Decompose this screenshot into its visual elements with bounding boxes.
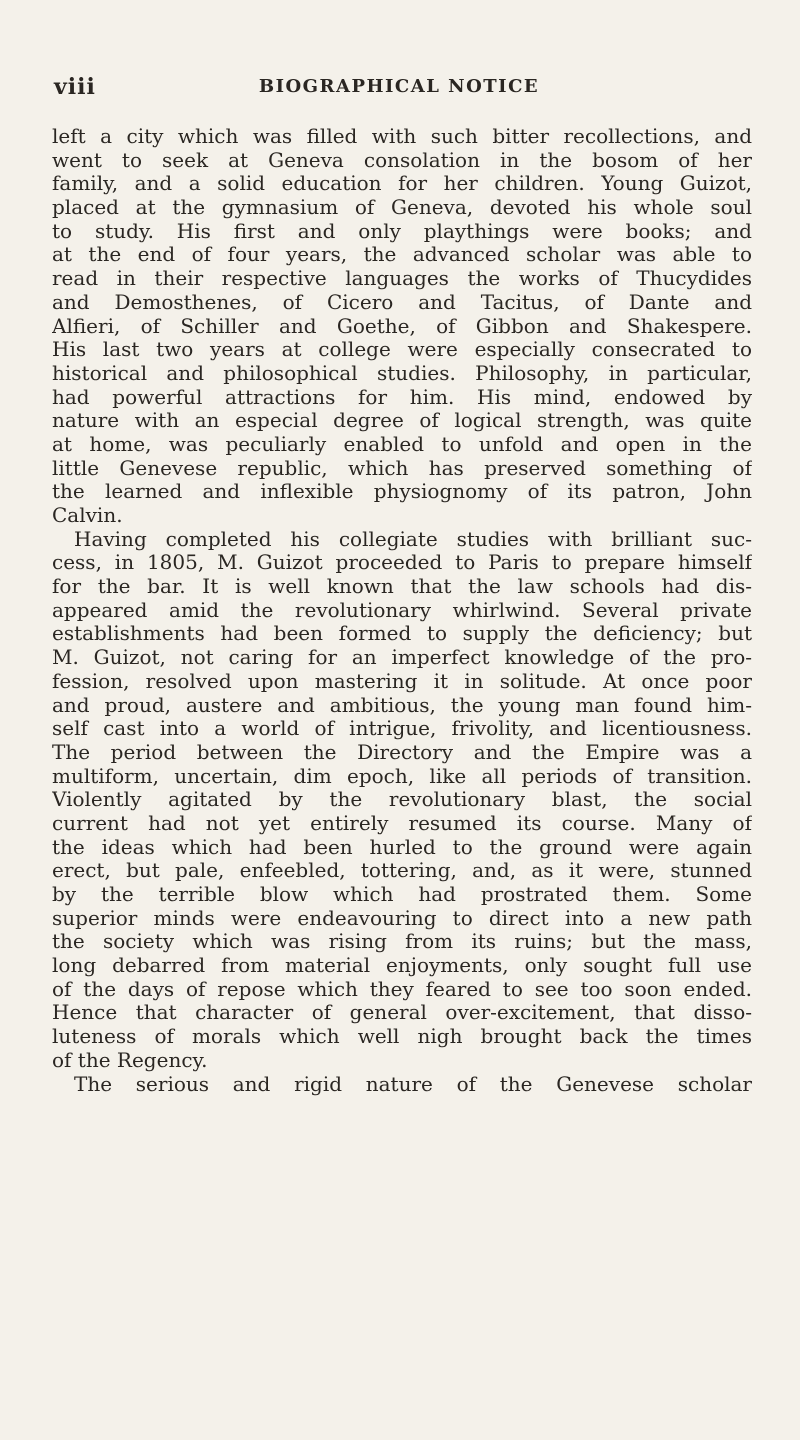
text-line: Violently agitated by the revolutionary blast, the social <box>52 788 752 812</box>
text-line: multiform, uncertain, dim epoch, like all periods of transition. <box>52 764 752 788</box>
text-line: of the Regency. <box>52 1048 208 1072</box>
text-line: had powerful attractions for him. His mind, endowed by <box>52 385 752 409</box>
text-line: Calvin. <box>52 504 123 527</box>
page-header <box>54 74 744 104</box>
text-line: to study. His first and only playthings were books; and <box>52 219 752 243</box>
text-line: nature with an especial degree of logical strength, was quite <box>52 409 752 433</box>
text-line: long debarred from material enjoyments, only sought full use <box>52 954 752 978</box>
text-line: M. Guizot, not caring for an imperfect knowledge of the pro- <box>52 646 752 670</box>
text-line: the society which was rising from its ruins; but the mass, <box>52 930 752 954</box>
text-line: and Demosthenes, of Cicero and Tacitus, of Dante and <box>52 290 752 314</box>
text-line: current had not yet entirely resumed its course. Many of <box>52 811 752 835</box>
text-line: little Genevese republic, which has preserved something of <box>52 456 752 480</box>
text-line: Having completed his collegiate studies with brilliant suc- <box>74 527 752 551</box>
text-line: cess, in 1805, M. Guizot proceeded to Paris to prepare himself <box>52 551 752 575</box>
text-line: luteness of morals which well nigh brought back the times <box>52 1025 752 1049</box>
text-line: and proud, austere and ambitious, the young man found him- <box>52 693 752 717</box>
text-line: His last two years at college were especially consecrated to <box>52 338 752 362</box>
text-line: the learned and inflexible physiognomy of its patron, John <box>52 480 752 504</box>
text-line: fession, resolved upon mastering it in solitude. At once poor <box>52 669 752 693</box>
text-line: left a city which was filled with such bitter recollections, and <box>52 125 752 148</box>
text-line: Alfieri, of Schiller and Goethe, of Gibbon and Shakespere. <box>52 314 752 338</box>
text-line: for the bar. It is well known that the law schools had dis- <box>52 575 752 599</box>
text-line: appeared amid the revolutionary whirlwind. Several private <box>52 598 752 622</box>
text-line: went to seek at Geneva consolation in the bosom of her <box>52 148 752 172</box>
text-line: superior minds were endeavouring to direct into a new path <box>52 906 752 930</box>
text-line: historical and philosophical studies. Philosophy, in particular, <box>52 361 752 385</box>
text-line: placed at the gymnasium of Geneva, devoted his whole soul <box>52 196 752 220</box>
text-line: establishments had been formed to supply the deficiency; but <box>52 622 752 646</box>
text-line: family, and a solid education for her children. Young Guizot, <box>52 172 752 196</box>
text-line: erect, but pale, enfeebled, tottering, and, as it were, stunned <box>52 859 752 883</box>
text-line: The serious and rigid nature of the Genevese scholar <box>74 1072 752 1096</box>
text-line: the ideas which had been hurled to the ground were again <box>52 835 752 859</box>
text-line: Hence that character of general over-excitement, that disso- <box>52 1001 752 1025</box>
text-line: self cast into a world of intrigue, frivolity, and licentiousness. <box>52 717 752 741</box>
text-line: at the end of four years, the advanced scholar was able to <box>52 243 752 267</box>
page-number: viii <box>54 74 96 100</box>
text-line: by the terrible blow which had prostrated them. Some <box>52 883 752 906</box>
text-line: The period between the Directory and the Empire was a <box>52 740 752 764</box>
text-line: read in their respective languages the works of Thucydides <box>52 267 752 291</box>
body-text <box>52 125 752 1096</box>
running-head: BIOGRAPHICAL NOTICE <box>258 76 540 97</box>
text-line: of the days of repose which they feared to see too soon ended. <box>52 977 752 1001</box>
text-line: at home, was peculiarly enabled to unfold and open in the <box>52 432 752 456</box>
